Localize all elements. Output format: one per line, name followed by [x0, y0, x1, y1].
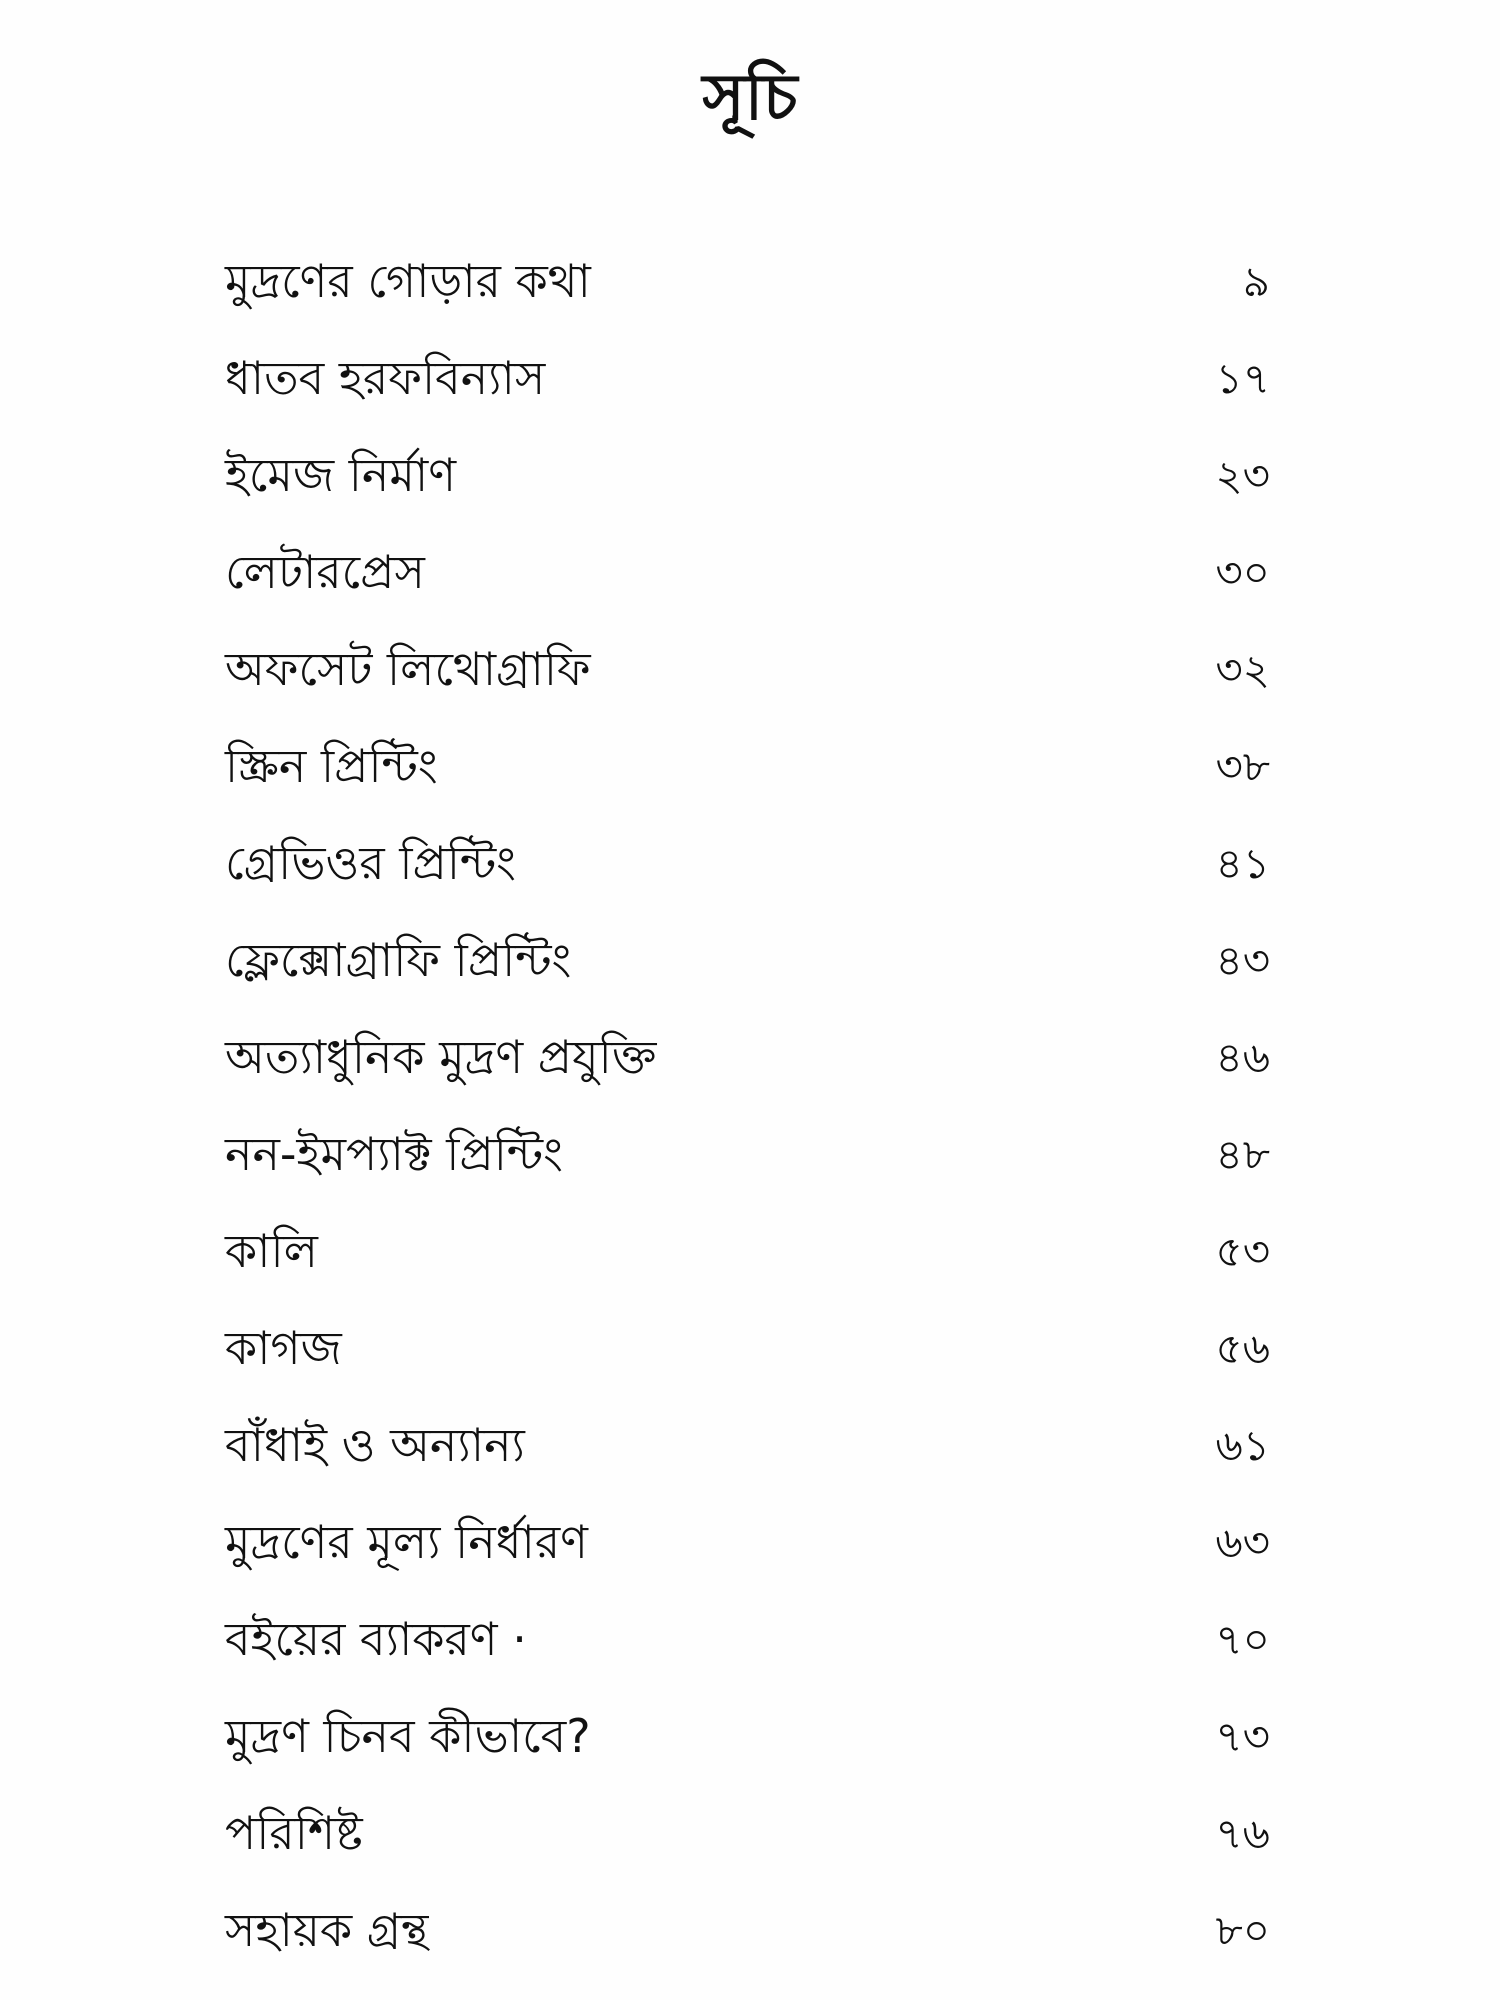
toc-list — [225, 236, 1270, 1982]
toc-entry — [225, 1109, 1270, 1206]
toc-page-number: ৮০ — [1215, 1906, 1270, 1955]
toc-page-number: ৭৩ — [1215, 1712, 1270, 1761]
toc-entry — [225, 721, 1270, 818]
toc-chapter-title: মুদ্রণের মূল্য নির্ধারণ — [225, 1514, 588, 1569]
toc-chapter-title: নন-ইমপ্যাক্ট প্রিন্টিং — [225, 1126, 563, 1181]
toc-chapter-title: ইমেজ নির্মাণ — [225, 447, 457, 502]
toc-chapter-title: মুদ্রণ চিনব কীভাবে? — [225, 1708, 591, 1763]
toc-chapter-title: অত্যাধুনিক মুদ্রণ প্রযুক্তি — [225, 1029, 657, 1084]
toc-page-number: ২৩ — [1215, 451, 1270, 500]
toc-chapter-title: স্ক্রিন প্রিন্টিং — [225, 738, 438, 793]
toc-page-number: ৬৩ — [1215, 1518, 1270, 1567]
toc-entry — [225, 818, 1270, 915]
toc-chapter-title: পরিশিষ্ট — [225, 1805, 363, 1860]
toc-entry — [225, 527, 1270, 624]
toc-chapter-title: গ্রেভিওর প্রিন্টিং — [225, 835, 516, 890]
toc-entry — [225, 333, 1270, 430]
toc-chapter-title: অফসেট লিথোগ্রাফি — [225, 641, 591, 696]
toc-chapter-title: ফ্লেক্সোগ্রাফি প্রিন্টিং — [225, 932, 572, 987]
toc-page-number: ৬১ — [1215, 1421, 1270, 1470]
toc-page-number: ৪৩ — [1215, 936, 1270, 985]
toc-page-number: ৩২ — [1215, 645, 1270, 694]
toc-page-number: ১৭ — [1215, 354, 1270, 403]
toc-page-number: ৪৮ — [1215, 1130, 1270, 1179]
toc-chapter-title: মুদ্রণের গোড়ার কথা — [225, 253, 591, 308]
toc-entry — [225, 1594, 1270, 1691]
toc-page-number: ৫৩ — [1215, 1227, 1270, 1276]
toc-page-number: ৪১ — [1215, 839, 1270, 888]
toc-entry — [225, 1885, 1270, 1982]
toc-entry — [225, 915, 1270, 1012]
toc-page-number: ৫৬ — [1215, 1324, 1270, 1373]
toc-page-number: ৯ — [1242, 257, 1270, 306]
toc-title: সূচি — [702, 61, 798, 135]
toc-page-number: ৩০ — [1215, 548, 1270, 597]
toc-entry — [225, 1012, 1270, 1109]
toc-entry — [225, 1303, 1270, 1400]
toc-chapter-title: কাগজ — [225, 1320, 342, 1375]
toc-entry — [225, 236, 1270, 333]
toc-entry — [225, 1788, 1270, 1885]
toc-entry — [225, 1400, 1270, 1497]
toc-entry — [225, 1497, 1270, 1594]
toc-page-number: ৭০ — [1215, 1615, 1270, 1664]
toc-chapter-title: কালি — [225, 1223, 318, 1278]
toc-chapter-title: বইয়ের ব্যাকরণ · — [225, 1611, 527, 1666]
toc-page-number: ৭৬ — [1215, 1809, 1270, 1858]
toc-page-number: ৪৬ — [1215, 1033, 1270, 1082]
toc-chapter-title: সহায়ক গ্রন্থ — [225, 1902, 429, 1957]
toc-entry — [225, 430, 1270, 527]
toc-entry — [225, 624, 1270, 721]
toc-entry — [225, 1691, 1270, 1788]
toc-chapter-title: ধাতব হরফবিন্যাস — [225, 350, 546, 405]
toc-chapter-title: লেটারপ্রেস — [225, 544, 425, 599]
toc-chapter-title: বাঁধাই ও অন্যান্য — [225, 1417, 525, 1472]
toc-entry — [225, 1206, 1270, 1303]
toc-page-number: ৩৮ — [1215, 742, 1270, 791]
